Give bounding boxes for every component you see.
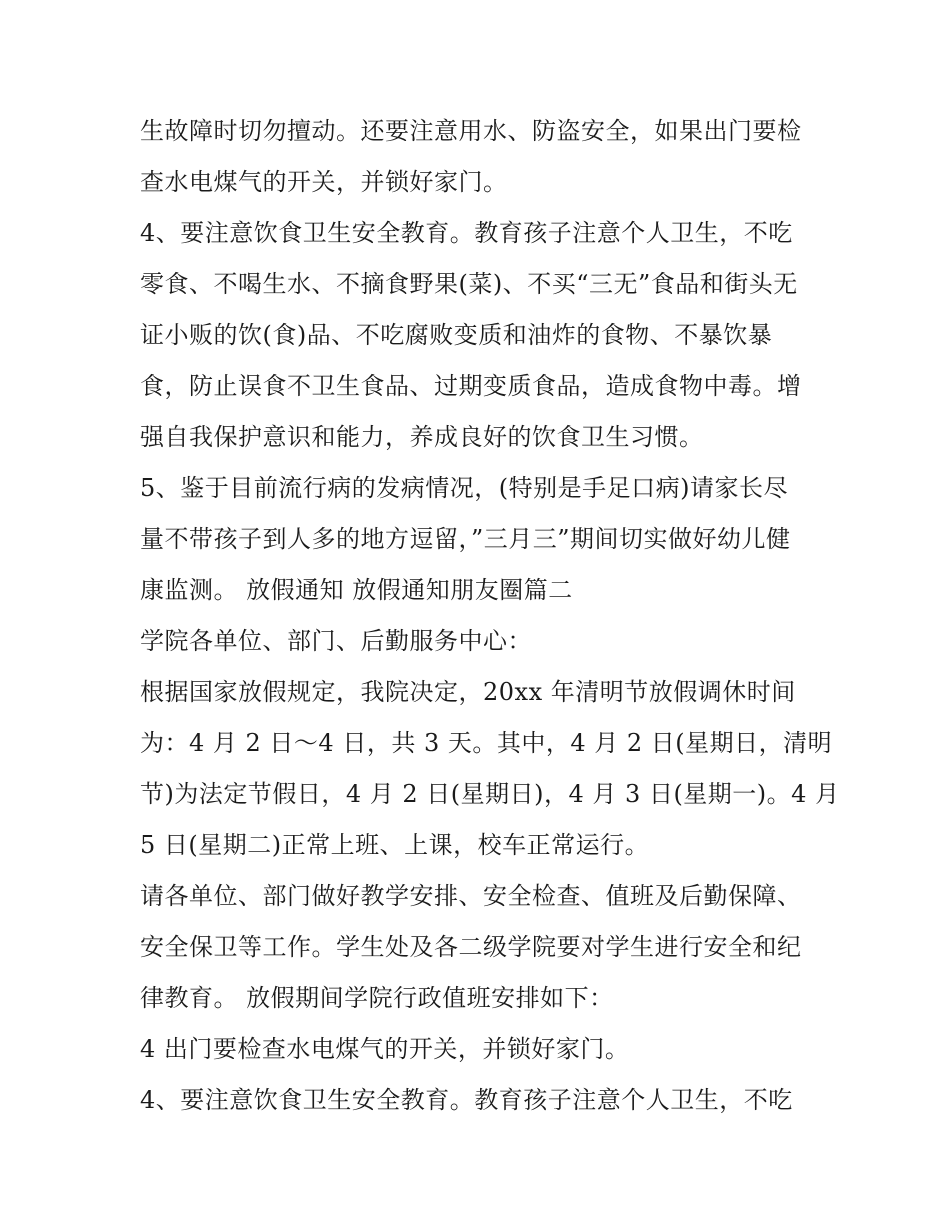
text-line: 量不带孩子到人多的地方逗留，”三月三”期间切实做好幼儿健 <box>140 525 791 553</box>
text-line: 5 日(星期二)正常上班、上课，校车正常运行。 <box>140 831 650 859</box>
text-line: 强自我保护意识和能力，养成良好的饮食卫生习惯。 <box>140 423 704 451</box>
text-line: 证小贩的饮(食)品、不吃腐败变质和油炸的食物、不暴饮暴 <box>140 321 773 349</box>
text-line: 节)为法定节假日，4 月 2 日(星期日)，4 月 3 日(星期一)。4 月 <box>140 780 840 808</box>
text-line: 康监测。 放假通知 放假通知朋友圈篇二 <box>140 576 573 604</box>
text-line: 为：4 月 2 日～4 日，共 3 天。其中，4 月 2 日(星期日，清明 <box>140 729 833 757</box>
text-line: 4、要注意饮食卫生安全教育。教育孩子注意个人卫生，不吃 <box>140 219 793 247</box>
text-line: 4、要注意饮食卫生安全教育。教育孩子注意个人卫生，不吃 <box>140 1086 793 1114</box>
text-line: 请各单位、部门做好教学安排、安全检查、值班及后勤保障、 <box>140 882 802 910</box>
text-line: 根据国家放假规定，我院决定，20xx 年清明节放假调休时间 <box>140 678 796 706</box>
text-line: 4 出门要检查水电煤气的开关，并锁好家门。 <box>140 1035 630 1063</box>
text-line: 安全保卫等工作。学生处及各二级学院要对学生进行安全和纪 <box>140 933 802 961</box>
text-line: 学院各单位、部门、后勤服务中心： <box>140 627 532 655</box>
text-line: 律教育。 放假期间学院行政值班安排如下： <box>140 984 614 1012</box>
text-line: 生故障时切勿擅动。还要注意用水、防盗安全，如果出门要检 <box>140 117 802 145</box>
text-line: 查水电煤气的开关，并锁好家门。 <box>140 168 508 196</box>
document-body <box>140 106 840 1126</box>
text-line: 食，防止误食不卫生食品、过期变质食品，造成食物中毒。增 <box>140 372 802 400</box>
text-line: 5、鉴于目前流行病的发病情况，(特别是手足口病)请家长尽 <box>140 474 788 502</box>
text-line: 零食、不喝生水、不摘食野果(菜)、不买“三无”食品和街头无 <box>140 270 798 298</box>
